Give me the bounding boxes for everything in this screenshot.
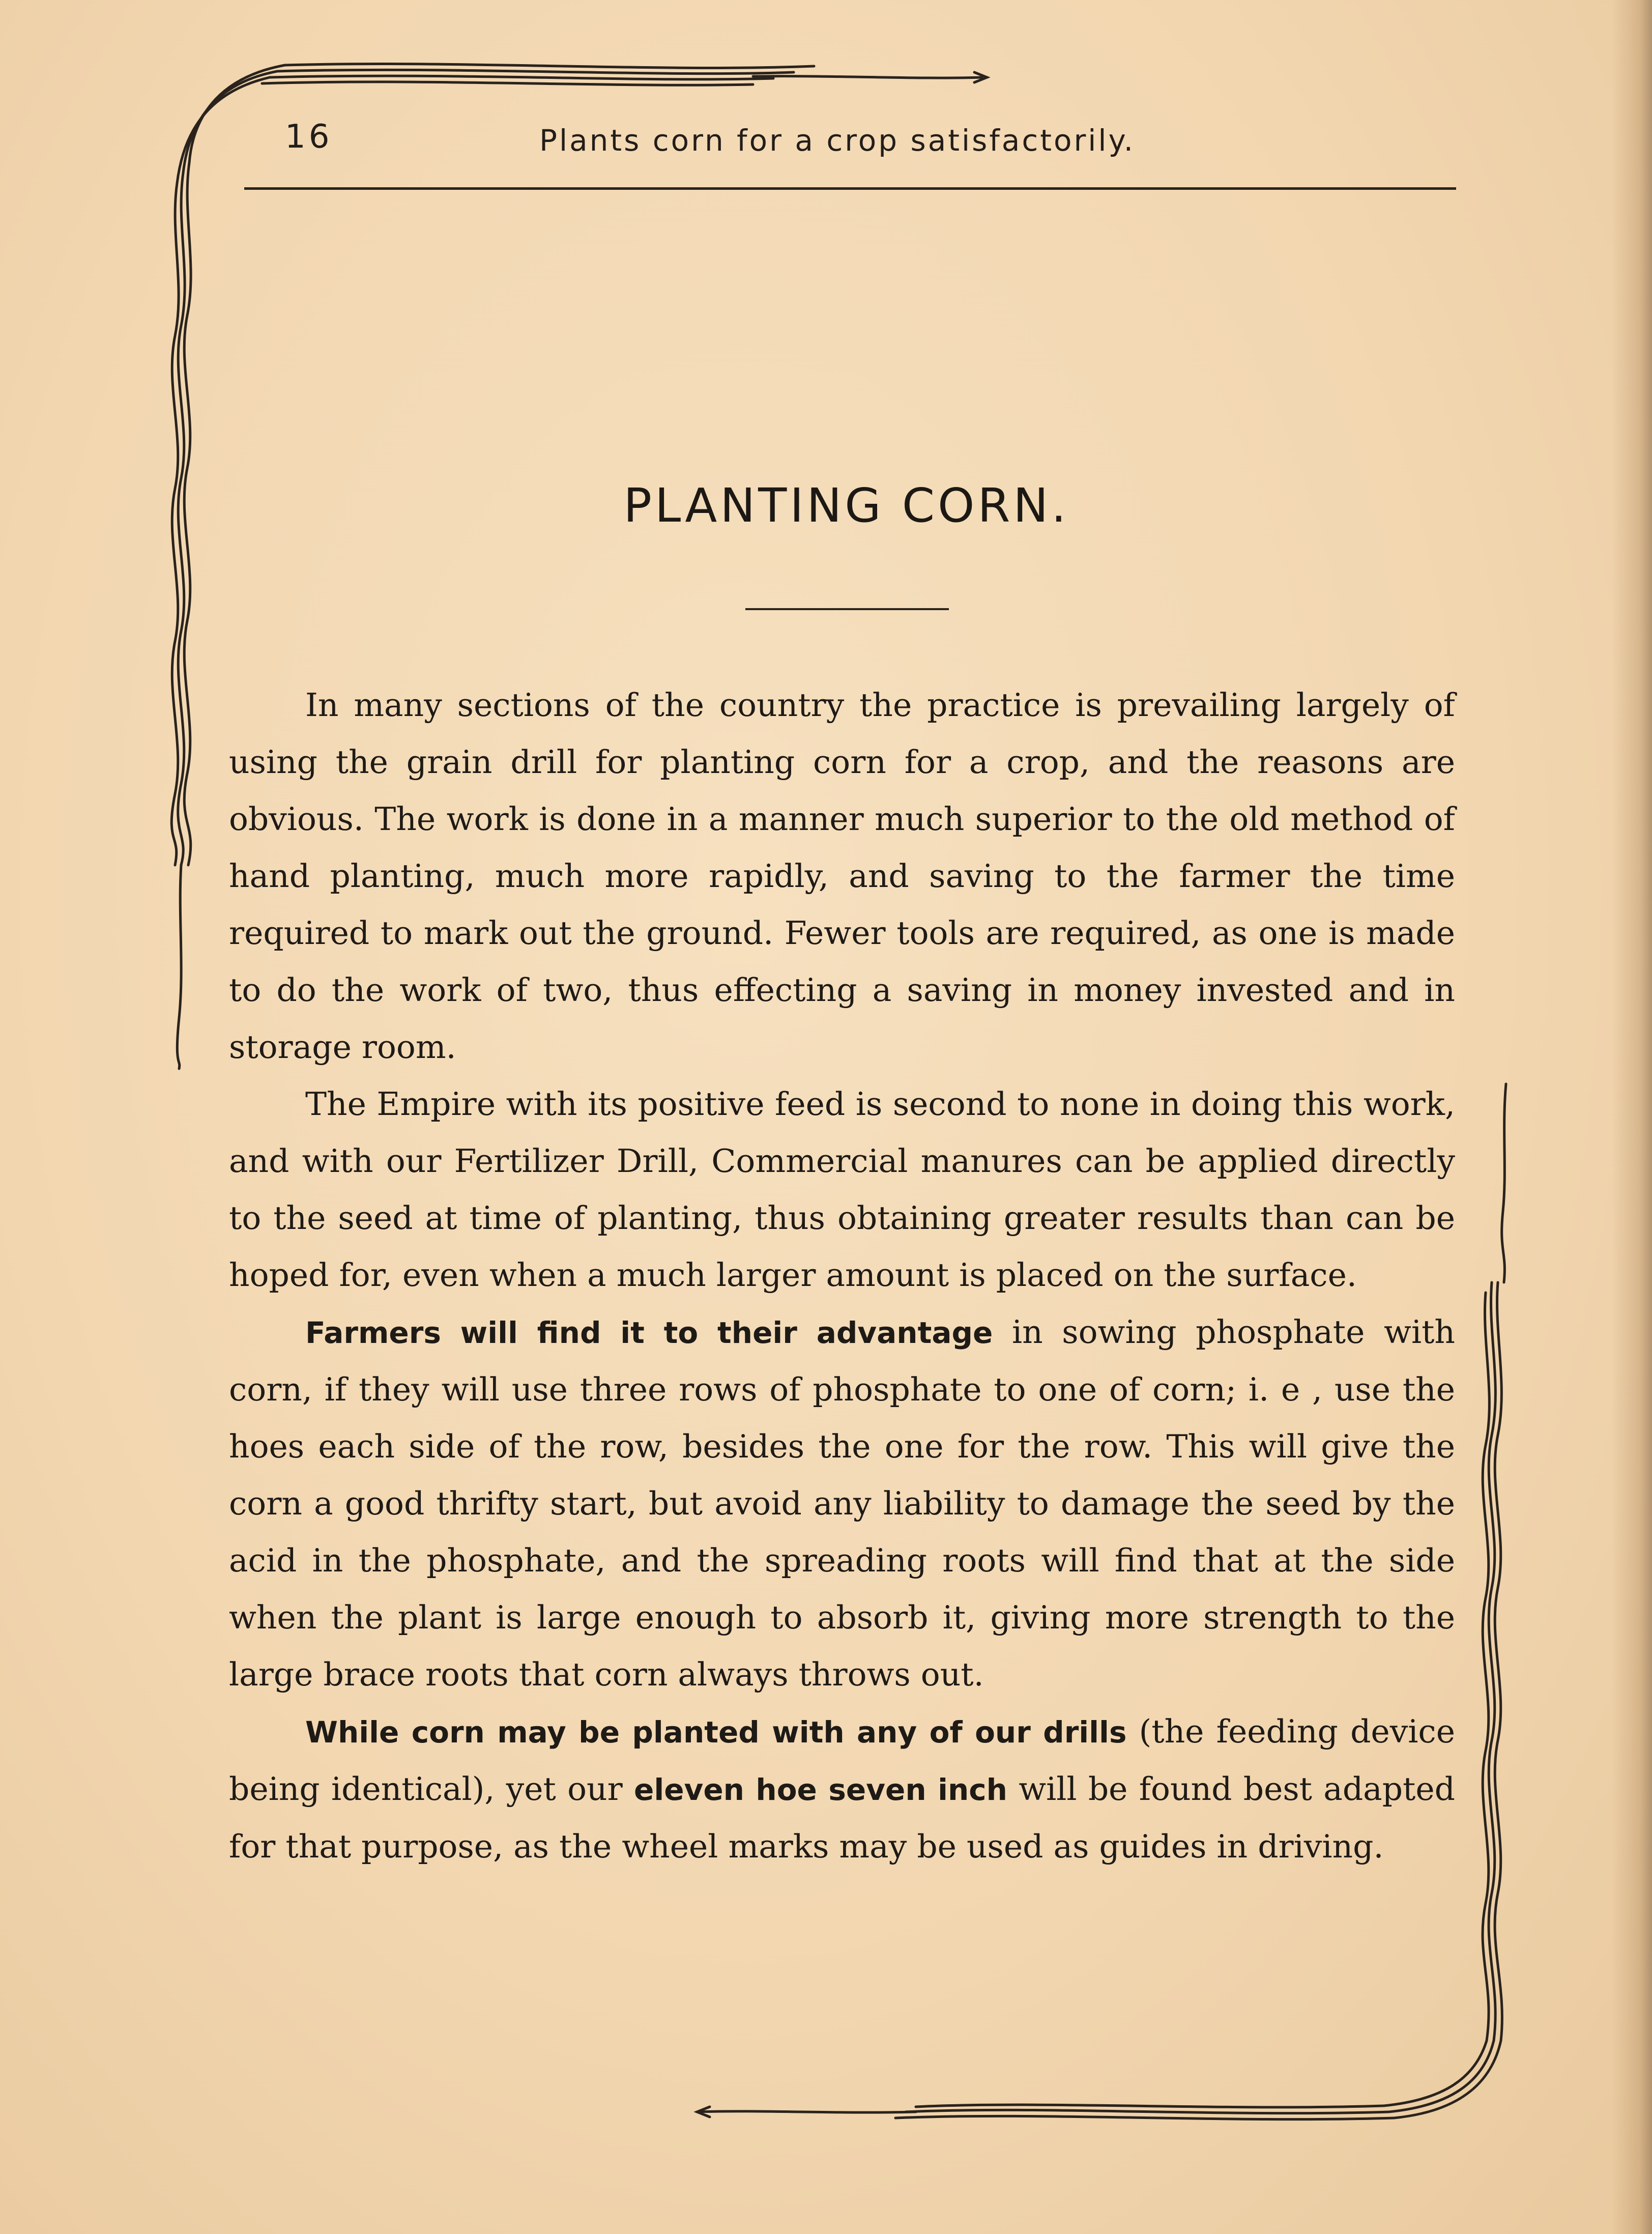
paragraph: [229, 1076, 1455, 1304]
paragraph-text: (the feeding device being identical), yet our: [229, 1713, 1456, 1808]
page-number: 16: [285, 118, 333, 156]
paragraph-text: in sowing phosphate with corn, if they will use three rows of phosphate to one of corn; i. e , use the hoes each side of the row, besides the one for the row. This will give the corn a good thrifty start, but avoid any liability to damage the seed by the acid in the phosphate, and the spreading roots will find that at the side when the plant is large enough to absorb it, giving more strength to the large brace roots that corn always throws out.: [229, 1313, 1455, 1693]
header-rule: [244, 187, 1456, 190]
paragraph-emphasis: eleven hoe seven inch: [633, 1772, 1007, 1807]
paragraph-text: The Empire with its positive feed is second to none in doing this work, and with our Fertilizer Drill, Commercial manures can be applied directly to the seed at time of planting, thus obtaining greater results than can be hoped for, even when a much larger amount is placed on the surface.: [229, 1085, 1455, 1294]
paragraph-text: will be found best adapted for that purpose, as the wheel marks may be used as guides in driving.: [229, 1770, 1455, 1865]
paragraph-lead: Farmers will find it to their advantage: [305, 1315, 993, 1350]
title-rule: [745, 608, 949, 610]
paragraph: [229, 677, 1455, 1076]
page-title: PLANTING CORN.: [623, 478, 1069, 533]
paragraph: [229, 1304, 1455, 1703]
paragraph: [229, 1703, 1455, 1875]
article-body: [229, 677, 1455, 1875]
paragraph-lead: While corn may be planted with any of our drills: [305, 1715, 1127, 1750]
paragraph-text: In many sections of the country the practice is prevailing largely of using the grain drill for planting corn for a crop, and the reasons are obvious. The work is done in a manner much superior to the old method of hand planting, much more rapidly, and saving to the farmer the time required to mark out the ground. Fewer tools are required, as one is made to do the work of two, thus effecting a saving in money invested and in storage room.: [229, 686, 1455, 1066]
running-title: Plants corn for a crop satisfactorily.: [539, 123, 1136, 158]
